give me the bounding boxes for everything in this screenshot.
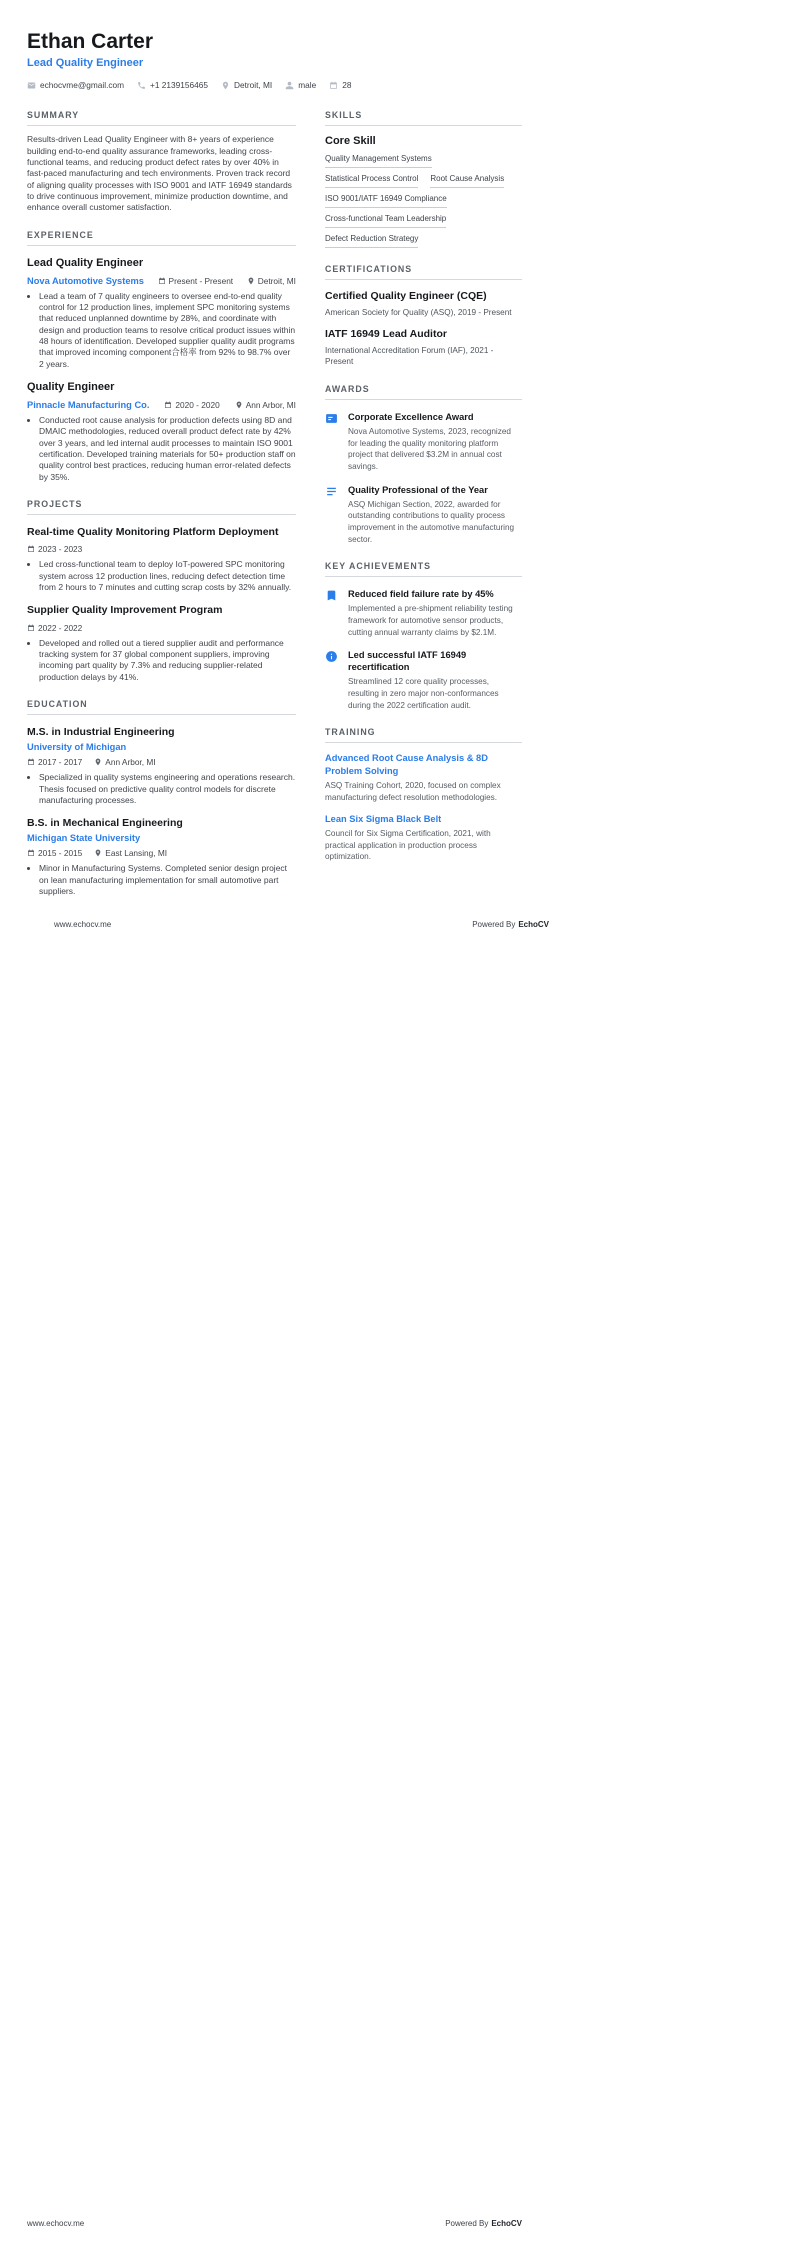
training-entry [325,752,522,803]
brand-name: EchoCV [491,2219,522,2228]
company-link[interactable]: Pinnacle Manufacturing Co. [27,399,150,410]
project-title: Real-time Quality Monitoring Platform Deployment [27,526,279,539]
section-summary [27,110,296,214]
key-achievements-heading: KEY ACHIEVEMENTS [325,561,522,577]
job-dates-text: 2020 - 2020 [175,399,220,410]
achievement-description: Streamlined 12 core quality processes, resulting in zero major non-conformances during the 2022 certification audit. [348,677,499,710]
skill-tag: ISO 9001/IATF 16949 Compliance [325,188,447,208]
certification-entry [325,290,522,318]
training-description: Council for Six Sigma Certification, 2021, with practical application in production process optimization. [325,829,491,862]
job-location [235,400,296,410]
project-dates [27,544,82,554]
contact-gender [285,80,316,90]
education-bullets [27,772,296,806]
section-certifications [325,264,522,368]
section-skills [325,110,522,248]
bookmark-icon [325,588,340,638]
job-title: Quality Engineer [27,381,115,394]
footer-website-link[interactable]: www.echocv.me [54,919,112,929]
experience-entry [27,257,296,370]
location-pin-icon [235,401,243,409]
job-location-text: Ann Arbor, MI [245,399,296,410]
skill-tag: Cross-functional Team Leadership [325,208,446,228]
achievement-body [348,649,522,711]
skills-heading: SKILLS [325,110,522,126]
education-dates-text: 2015 - 2015 [38,848,83,859]
contact-location-text: Detroit, MI [233,80,273,91]
school-link[interactable]: Michigan State University [27,833,141,844]
contact-location [221,80,272,90]
training-description: ASQ Training Cohort, 2020, focused on complex manufacturing defect resolution methodologies. [325,781,501,802]
section-awards [325,384,522,545]
candidate-title: Lead Quality Engineer [27,57,144,70]
awards-heading: AWARDS [325,384,522,400]
calendar-icon [27,545,35,553]
contact-phone [137,80,208,90]
job-meta-row [27,400,296,410]
project-entry [27,526,296,593]
company-link[interactable]: Nova Automotive Systems [27,275,144,286]
award-entry [325,411,522,473]
education-bullet: • Minor in Manufacturing Systems. Completed senior design project on lean manufacturing implementation for small automotive part suppliers. [39,863,296,897]
certification-issuer: International Accreditation Forum (IAF), 2021 - Present [325,345,494,367]
job-bullets [27,291,296,371]
location-pin-icon [221,81,230,90]
training-title-link[interactable]: Advanced Root Cause Analysis & 8D Problem Solving [325,753,488,776]
training-heading: TRAINING [325,727,522,743]
job-location [247,276,296,286]
achievement-body [348,588,522,638]
education-heading: EDUCATION [27,699,296,715]
footer-powered-by [472,920,549,929]
location-pin-icon [247,277,255,285]
contact-age [329,80,351,90]
achievement-title: Reduced field failure rate by 45% [348,589,494,600]
person-icon [285,81,294,90]
resume-page [0,0,549,929]
award-body [348,411,522,473]
skill-tag: Defect Reduction Strategy [325,228,418,248]
education-bullets [27,863,296,897]
phone-icon [137,81,146,90]
experience-heading: EXPERIENCE [27,230,296,246]
section-projects [27,499,296,683]
skill-tag-list [325,148,522,248]
achievement-entry [325,588,522,638]
skill-tag: Quality Management Systems [325,148,432,168]
skills-group-title: Core Skill [325,135,376,148]
education-meta-row [27,757,296,767]
training-title-link[interactable]: Lean Six Sigma Black Belt [325,813,442,824]
certification-entry [325,328,522,368]
experience-entry [27,381,296,483]
info-circle-icon [325,649,340,711]
contact-gender-text: male [298,80,317,91]
resume-header [27,30,522,90]
page-footer [54,920,549,929]
education-dates-text: 2017 - 2017 [38,757,83,768]
education-location [94,757,155,767]
calendar-icon [27,758,35,766]
project-dates-text: 2023 - 2023 [38,544,83,555]
skill-tag: Statistical Process Control [325,168,418,188]
section-training [325,727,522,863]
award-entry [325,484,522,546]
achievement-entry [325,649,522,711]
project-bullet: • Developed and rolled out a tiered supplier audit and performance tracking system for 37 global component suppliers, improving incoming part quality by 7.3% and reducing supplier-related production delays by 41%. [39,638,296,684]
contact-phone-text: +1 2139156465 [150,80,208,91]
contact-email-text: echocvme@gmail.com [40,80,125,91]
school-row [27,742,296,752]
project-meta-row [27,623,296,633]
school-row [27,833,296,843]
contact-age-text: 28 [342,80,352,91]
education-dates [27,757,82,767]
project-title: Supplier Quality Improvement Program [27,604,223,617]
award-body [348,484,522,546]
section-experience [27,230,296,483]
right-column [325,94,522,899]
job-location-text: Detroit, MI [257,275,296,286]
project-bullets [27,559,296,593]
education-location [94,848,167,858]
candidate-name: Ethan Carter [27,30,154,53]
education-location-text: Ann Arbor, MI [105,757,156,768]
job-title: Lead Quality Engineer [27,256,144,269]
certification-title: Certified Quality Engineer (CQE) [325,290,487,303]
location-pin-icon [94,849,102,857]
powered-by-text: Powered By [472,919,516,929]
page-footer-bottom [27,2219,522,2228]
award-badge-icon [325,411,340,473]
skill-tag: Root Cause Analysis [430,168,504,188]
project-dates-text: 2022 - 2022 [38,622,83,633]
contact-email [27,80,124,90]
mail-icon [27,81,36,90]
summary-text: Results-driven Lead Quality Engineer with 8+ years of experience building end-to-end quality assurance frameworks, leading cross-functional teams, and reducing product defect rates by over 40% in fast-paced manufacturing and tech environments. Proven track record of aligning quality processes with ISO 9001 and IATF 16949 standards to drive continuous improvement, minimize production downtime, and enhance overall customer satisfaction. [27,134,292,213]
section-education [27,699,296,898]
project-meta-row [27,544,296,554]
certification-title: IATF 16949 Lead Auditor [325,328,447,341]
calendar-icon [329,81,338,90]
award-description: Nova Automotive Systems, 2023, recognized for leading the quality monitoring platform project that delivered $3.2M in annual cost savings. [348,426,511,471]
project-entry [27,604,296,683]
section-key-achievements [325,561,522,711]
job-bullets [27,415,296,483]
contact-row [27,80,522,90]
award-title: Quality Professional of the Year [348,484,488,495]
degree-title: M.S. in Industrial Engineering [27,726,175,739]
calendar-icon [27,849,35,857]
brand-name: EchoCV [518,919,549,929]
training-entry [325,813,522,863]
project-bullet: • Led cross-functional team to deploy IoT-powered SPC monitoring system across 12 production lines, reducing defect detection time from 2 hours to 7 minutes and cutting scrap costs by 32% annually. [39,559,296,593]
job-bullet: • Lead a team of 7 quality engineers to oversee end-to-end quality control for 12 production lines, implement SPC monitoring systems that reduced unplanned downtime by 28%, and coordinate with design and production teams to resolve critical product issues within 48 hours of identification. Developed supplier quality audit programs that improved incoming component合格率 from 92% to 98.7% over 2 years. [39,291,296,371]
list-icon [325,484,340,546]
resume-columns [27,94,522,899]
job-dates [164,400,219,410]
education-bullet: • Specialized in quality systems engineering and operations research. Thesis focused on predictive quality control models for discrete manufacturing processes. [39,772,296,806]
degree-title: B.S. in Mechanical Engineering [27,817,183,830]
award-title: Corporate Excellence Award [348,411,474,422]
award-description: ASQ Michigan Section, 2022, awarded for outstanding contributions to quality process improvement in the automotive manufacturing sector. [348,499,515,544]
calendar-icon [164,401,172,409]
achievement-description: Implemented a pre-shipment reliability testing framework for automotive sensor products, cutting annual warranty claims by $2.1M. [348,604,513,637]
certifications-heading: CERTIFICATIONS [325,264,522,280]
achievement-title: Led successful IATF 16949 recertification [348,650,467,673]
powered-by-text: Powered By [445,2219,489,2228]
education-location-text: East Lansing, MI [105,848,168,859]
education-dates [27,848,82,858]
location-pin-icon [94,758,102,766]
education-entry [27,726,296,806]
job-bullet: • Conducted root cause analysis for production defects using 8D and DMAIC methodologies, reduced overall product defect rate by 42% over 3 years, and led internal audit processes to maintain ISO 9001 certification. Developed training materials for 50+ production staff on quality control best practices, reducing human error-related defects by 35%. [39,415,296,483]
job-meta-row [27,276,296,286]
project-dates [27,623,82,633]
project-bullets [27,638,296,684]
school-link[interactable]: University of Michigan [27,742,127,753]
education-meta-row [27,848,296,858]
footer-website-link[interactable]: www.echocv.me [27,2219,85,2228]
job-dates [158,276,234,286]
certification-issuer: American Society for Quality (ASQ), 2019 - Present [325,307,512,317]
calendar-icon [158,277,166,285]
left-column [27,94,296,899]
calendar-icon [27,624,35,632]
education-entry [27,817,296,897]
job-dates-text: Present - Present [168,275,234,286]
summary-heading: SUMMARY [27,110,296,126]
projects-heading: PROJECTS [27,499,296,515]
footer-powered-by [445,2219,522,2228]
